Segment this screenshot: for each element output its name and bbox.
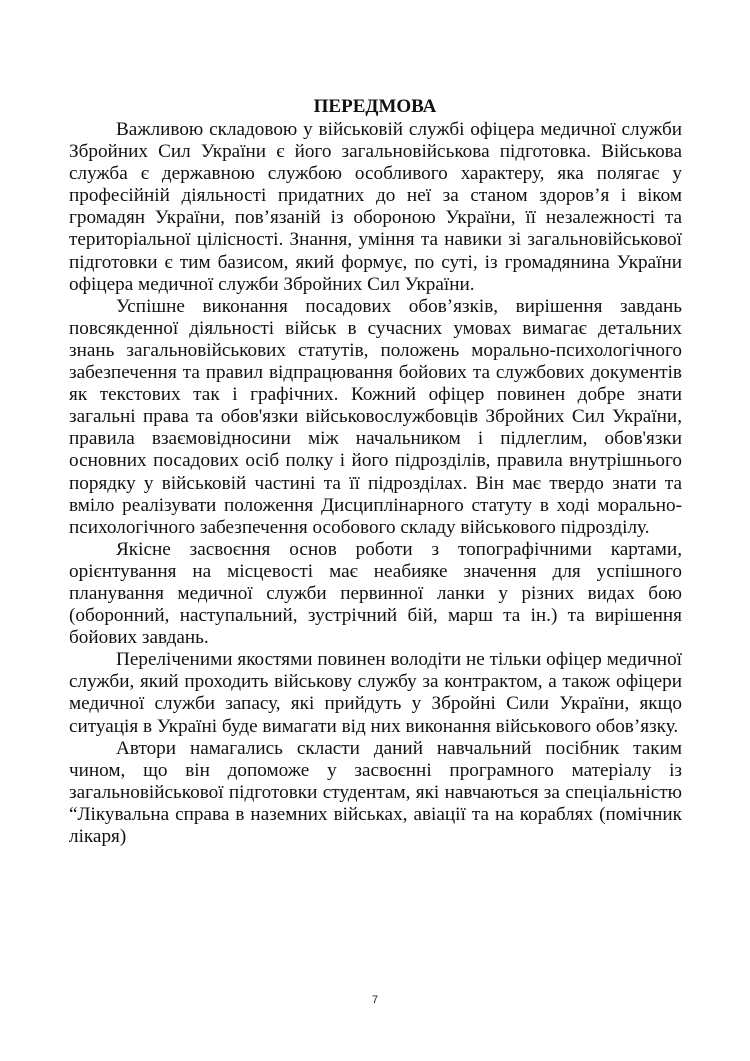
paragraph-3: Якісне засвоєння основ роботи з топографічними картами, орієнтування на місцевості має неабияке значення для успішного планування медичної служби первинної ланки у різних видах бою (оборонний, наступальний, зустрічний бій, марш та ін.) та вирішення бойових завдань. [69, 538, 682, 649]
paragraph-4: Переліченими якостями повинен володіти не тільки офіцер медичної служби, який проходить військову службу за контрактом, а також офіцери медичної служби запасу, які прийдуть у Збройні Сили України, якщо ситуація в Україні буде вимагати від них виконання військового обов’язку. [69, 649, 682, 737]
page-title: ПЕРЕДМОВА [313, 96, 437, 117]
body-text [69, 119, 682, 848]
page-number: 7 [371, 994, 379, 1006]
paragraph-2: Успішне виконання посадових обов’язків, вирішення завдань повсякденної діяльності військ в сучасних умовах вимагає детальних знань загальновійськових статутів, положень морально-психологічного забезпечення та правил відпрацювання бойових та службових документів як текстових так і графічних. Кожний офіцер повинен добре знати загальні права та обов'язки військовослужбовців Збройних Сил України, правила взаємовідносини між начальником і підлеглим, обов'язки основних посадових осіб полку і його підрозділів, правила внутрішнього порядку у військовій частині та її підрозділах. Він має твердо знати та вміло реалізувати положення Дисциплінарного статуту в ході морально-психологічного забезпечення особового складу військового підрозділу. [69, 295, 682, 538]
paragraph-5: Автори намагались скласти даний навчальний посібник таким чином, що він допоможе у засвоєнні програмного матеріалу із загальновійськової підготовки студентам, які навчаються за спеціальністю “Лікувальна справа в наземних військах, авіації та на кораблях (помічник лікаря) [69, 737, 682, 847]
paragraph-1: Важливою складовою у військовій службі офіцера медичної служби Збройних Сил України є його загальновійськова підготовка. Військова служба є державною службою особливого характеру, яка полягає у професійній діяльності придатних до неї за станом здоров’я і віком громадян України, пов’язаній із обороною України, її незалежності та територіальної цілісності. Знання, уміння та навики зі загальновійськової підготовки є тим базисом, який формує, по суті, із громадянина України офіцера медичної служби Збройних Сил України. [69, 119, 682, 295]
